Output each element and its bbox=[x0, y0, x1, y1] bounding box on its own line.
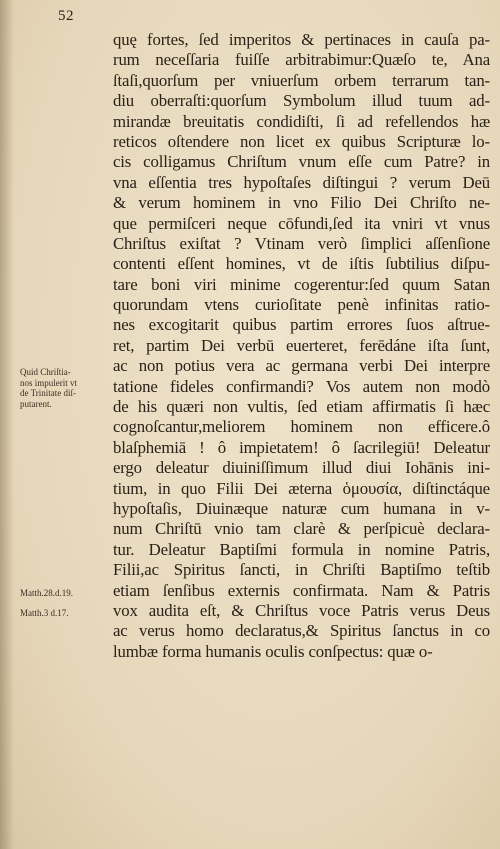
text-line: reticos oſtendere non licet ex quibus Scripturæ lo- bbox=[113, 131, 490, 151]
text-line: ac non potius vera ac germana verbi Dei interpre bbox=[113, 356, 490, 376]
text-line: ac verus homo declaratus,& Spiritus ſanctus in co bbox=[113, 621, 490, 641]
text-line: ſtaſi,quorſum per vniuerſum orbem terrarum tan- bbox=[113, 70, 490, 90]
text-line: vna eſſentia tres hypoſtaſes diſtingui ? verum Deū bbox=[113, 172, 490, 192]
text-line: quę fortes, ſed imperitos & pertinaces in cauſa pa- bbox=[113, 30, 490, 49]
text-line: blaſphemiā ! ô impietatem! ô ſacrilegiū! Deleatur bbox=[113, 437, 490, 457]
text-line: num Chriſtū vnio tam clarè & perſpicuè declara- bbox=[113, 519, 490, 539]
margin-note-matthew-28 bbox=[20, 588, 112, 599]
text-line: tur. Deleatur Baptiſmi formula in nomine Patris, bbox=[113, 539, 490, 559]
text-line: quorundam vtens curioſitate penè infinitas ratio- bbox=[113, 295, 490, 315]
text-line: & verum hominem in vno Filio Dei Chriſto ne- bbox=[113, 193, 490, 213]
text-line: tare boni viri minime cogerentur:ſed quum Satan bbox=[113, 274, 490, 294]
text-line: que permiſceri neque cōfundi,ſed ita vniri vt vnus bbox=[113, 213, 490, 233]
gutter-shadow bbox=[0, 0, 14, 849]
body-text bbox=[113, 30, 490, 662]
text-line: rum neceſſaria fuiſſe arbitrabimur:Quæſo te, Ana bbox=[113, 50, 490, 70]
margin-note-trinity bbox=[20, 367, 112, 409]
text-line: diu oberraſti:quorſum Symbolum illud tuum ad- bbox=[113, 91, 490, 111]
margin-note-line: nos impulerit vt bbox=[20, 377, 77, 388]
text-line: vox audita eſt, & Chriſtus voce Patris verus Deus bbox=[113, 600, 490, 620]
text-line: hypoſtaſis, Diuinæque naturæ cum humana in v- bbox=[113, 498, 490, 518]
text-line: contenti eſſent homines, vt de iſtis ſubtilius diſpu- bbox=[113, 254, 490, 274]
text-line: mirandæ breuitatis condidiſti, ſi ad refellendos hæ bbox=[113, 111, 490, 131]
text-line: Filii,ac Spiritus ſancti, in Chriſti Baptiſmo teſtib bbox=[113, 560, 490, 580]
text-line: ergo deleatur diuiniſſimum illud diui Iohānis ini- bbox=[113, 458, 490, 478]
margin-note-line: putarent. bbox=[20, 398, 52, 409]
text-line: lumbæ forma humanis oculis conſpectus: quæ o- bbox=[113, 641, 433, 661]
text-line: tium, in quo Filii Dei æterna ὁμουσία, diſtinctáque bbox=[113, 478, 490, 498]
text-line: cognoſcantur,meliorem hominem non efficere.ô bbox=[113, 417, 490, 437]
text-line: de his quæri non vultis, ſed etiam affirmatis ſi hæc bbox=[113, 397, 490, 417]
margin-note-matthew-3 bbox=[20, 608, 112, 619]
text-line: cis colligamus Chriſtum vnum eſſe cum Patre? in bbox=[113, 152, 490, 172]
text-line: etiam ſenſibus externis confirmata. Nam & Patris bbox=[113, 580, 490, 600]
margin-note-line: Matth.3 d.17. bbox=[20, 608, 69, 618]
text-line: tatione fideles confirmandi? Vos autem non modò bbox=[113, 376, 490, 396]
text-line: ret, partim Dei verbū euerteret, ferēdáne iſta ſunt, bbox=[113, 335, 490, 355]
margin-note-line: Quid Chriſtia- bbox=[20, 367, 71, 377]
margin-note-line: de Trinitate diſ- bbox=[20, 388, 76, 398]
text-line: nes excogitarit quibus partim errores ſuos aſtrue- bbox=[113, 315, 490, 335]
text-line: Chriſtus exiſtat ? Vtinam verò ſimplici aſſenſione bbox=[113, 233, 490, 253]
page-number: 52 bbox=[58, 8, 74, 24]
margin-note-line: Matth.28.d.19. bbox=[20, 588, 73, 598]
